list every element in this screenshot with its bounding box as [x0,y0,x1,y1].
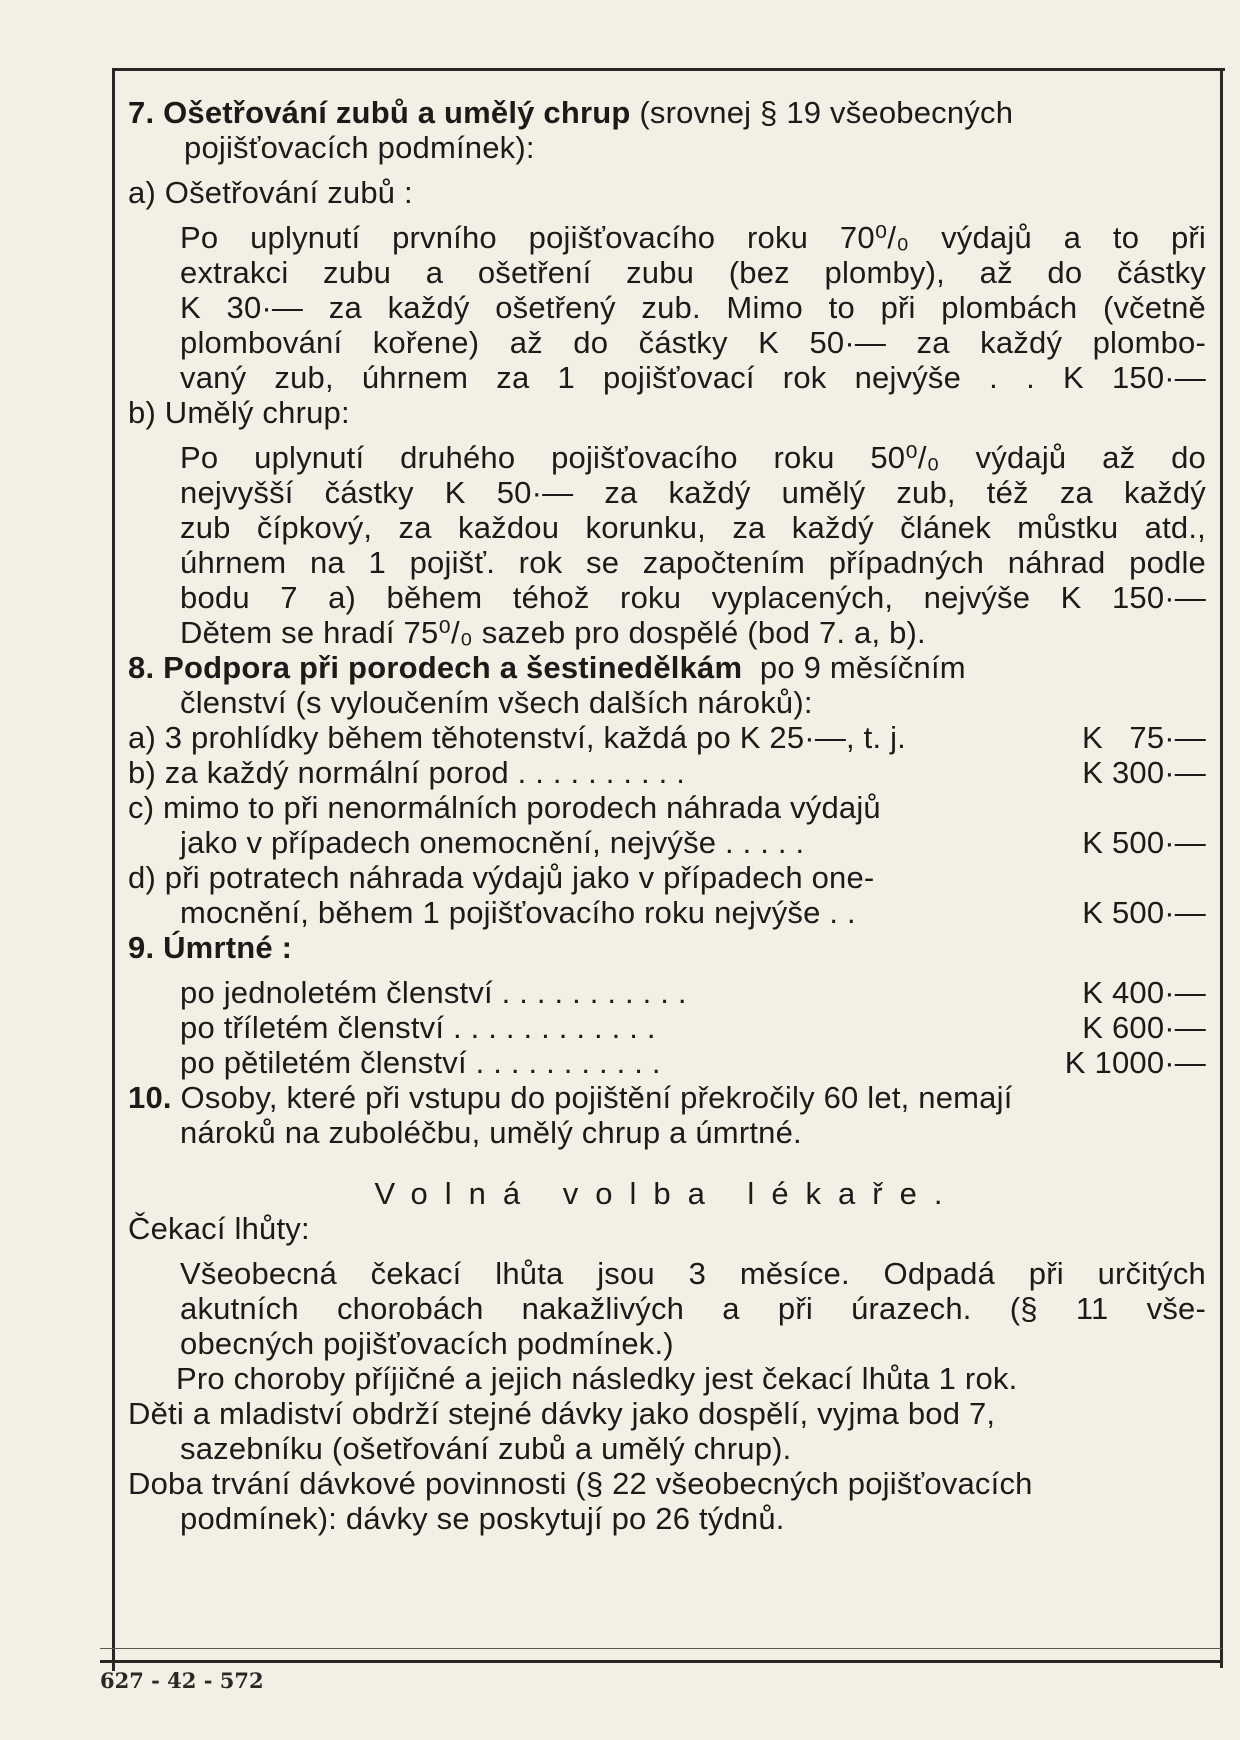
section-7b-line-4: úhrnem na 1 pojišť. rok se započtením případných náhrad podle [180,545,1206,580]
section-7b-label-text: b) Umělý chrup: [128,395,350,430]
section-8-row-d-line2 [128,895,1206,930]
section-8-row-a [128,720,1206,755]
section-8-heading [128,650,1206,685]
waiting-label [128,1211,1206,1246]
section-9-row-3-label: po pětiletém členství . . . . . . . . . . . [180,1045,661,1080]
currency: K [1082,825,1104,860]
section-10-number: 10. [128,1080,172,1115]
section-8-row-c-text: c) mimo to při nenormálních porodech náhrada výdajů [128,790,881,825]
amount: 600·— [1111,1010,1206,1045]
free-choice-heading [128,1176,1206,1211]
section-8-row-b-label: b) za každý normální porod . . . . . . . . . . [128,755,686,790]
amount: 1000·— [1094,1045,1206,1080]
section-9-number: 9. [128,930,155,965]
section-7a-line-4: plombování kořene) až do částky K 50·— za každý plombo- [180,325,1206,360]
section-7-number: 7. [128,95,155,130]
free-choice-heading-text: Volná volba lékaře. [374,1176,960,1211]
section-8-title-rest: po 9 měsíčním [759,650,966,685]
print-code: 627 - 42 - 572 [100,1668,264,1693]
section-7-heading [128,95,1206,130]
section-9-table [128,975,1206,1080]
section-7a-line-5: vaný zub, úhrnem za 1 pojišťovací rok nejvýše . . K 150·— [180,360,1206,395]
duration-line-2: podmínek): dávky se poskytují po 26 týdnů. [180,1501,785,1536]
duration-line-1: Doba trvání dávkové povinnosti (§ 22 všeobecných pojišťovacích [128,1466,1033,1501]
section-7b-line-1: Po uplynutí druhého pojišťovacího roku 50⁰/₀ výdajů až do [180,440,1206,475]
section-7a-paragraph [128,220,1206,395]
waiting-label-text: Čekací lhůty: [128,1211,310,1246]
currency: K [1064,1045,1086,1080]
section-8-number: 8. [128,650,155,685]
amount: 300·— [1111,755,1206,790]
section-8-row-c-label: jako v případech onemocnění, nejvýše . . . . . [180,825,805,860]
section-9-heading [128,930,1206,965]
section-7b-line-6: Dětem se hradí 75⁰/₀ sazeb pro dospělé (bod 7. a, b). [180,615,926,650]
section-8-row-a-label: a) 3 prohlídky během těhotenství, každá po K 25·—, t. j. [128,720,906,755]
section-10-line-1 [128,1080,1206,1115]
section-9-row-2 [128,1010,1206,1045]
frame-bottom-thin-rule [100,1648,1222,1649]
section-8-title: Podpora při porodech a šestinedělkám [163,650,743,685]
amount: 400·— [1111,975,1206,1010]
currency: K [1082,895,1104,930]
currency: K [1082,975,1104,1010]
section-7-heading-line2 [128,130,1206,165]
waiting-line-2: akutních chorobách nakažlivých a při úrazech. (§ 11 vše- [180,1291,1206,1326]
section-7a-label-text: a) Ošetřování zubů : [128,175,413,210]
section-7b-paragraph [128,440,1206,650]
section-8-row-d-label: mocnění, během 1 pojišťovacího roku nejvýše . . [180,895,856,930]
section-8-row-d-text: d) při potratech náhrada výdajů jako v případech one- [128,860,875,895]
section-8-row-c-line1 [128,790,1206,825]
document-body [128,95,1206,1536]
section-7-title-rest: (srovnej § 19 všeobecných [639,95,1014,130]
section-7b-line-5: bodu 7 a) během téhož roku vyplacených, nejvýše K 150·— [180,580,1206,615]
section-7a-label [128,175,1206,210]
children-line-2: sazebníku (ošetřování zubů a umělý chrup). [180,1431,792,1466]
section-7a-line-3: K 30·— za každý ošetřený zub. Mimo to při plombách (včetně [180,290,1206,325]
section-9-title: Úmrtné : [163,930,293,965]
section-7-title-line2: pojišťovacích podmínek): [184,130,535,165]
section-8-row-d-line1 [128,860,1206,895]
waiting-line-3: obecných pojišťovacích podmínek.) [180,1326,674,1361]
section-8-title-line2: členství (s vyloučením všech dalších nároků): [180,685,813,720]
section-7a-line-1: Po uplynutí prvního pojišťovacího roku 70⁰/₀ výdajů a to při [180,220,1206,255]
currency: K [1082,720,1103,755]
children-line-1: Děti a mladiství obdrží stejné dávky jako dospělí, vyjma bod 7, [128,1396,996,1431]
section-8-heading-line2 [128,685,1206,720]
frame-right-rule [1220,68,1223,1668]
amount: 75·— [1129,720,1206,755]
section-10-text-1: Osoby, které při vstupu do pojištění překročily 60 let, nemají [180,1080,1013,1115]
currency: K [1082,755,1104,790]
waiting-line-1: Všeobecná čekací lhůta jsou 3 měsíce. Odpadá při určitých [180,1256,1206,1291]
currency: K [1082,1010,1104,1045]
section-7b-label [128,395,1206,430]
section-10-text-2: nároků na zuboléčbu, umělý chrup a úmrtné. [180,1115,802,1150]
section-7-title: Ošetřování zubů a umělý chrup [163,95,631,130]
section-7b-line-2: nejvyšší částky K 50·— za každý umělý zub, též za každý [180,475,1206,510]
waiting-paragraph [128,1256,1206,1396]
section-7b-line-3: zub čípkový, za každou korunku, za každý článek můstku atd., [180,510,1206,545]
section-9-row-3 [128,1045,1206,1080]
waiting-line-4: Pro choroby příjičné a jejich následky jest čekací lhůta 1 rok. [176,1361,1018,1396]
section-10-line-2 [128,1115,1206,1150]
amount: 500·— [1111,825,1206,860]
frame-bottom-rule [100,1660,1222,1663]
section-9-row-1-label: po jednoletém členství . . . . . . . . . . . [180,975,687,1010]
section-9-row-1 [128,975,1206,1010]
section-8-row-b [128,755,1206,790]
section-9-row-2-label: po tříletém členství . . . . . . . . . . . . [180,1010,656,1045]
section-8-row-c-line2 [128,825,1206,860]
section-7a-line-2: extrakci zubu a ošetření zubu (bez plomby), až do částky [180,255,1206,290]
amount: 500·— [1111,895,1206,930]
